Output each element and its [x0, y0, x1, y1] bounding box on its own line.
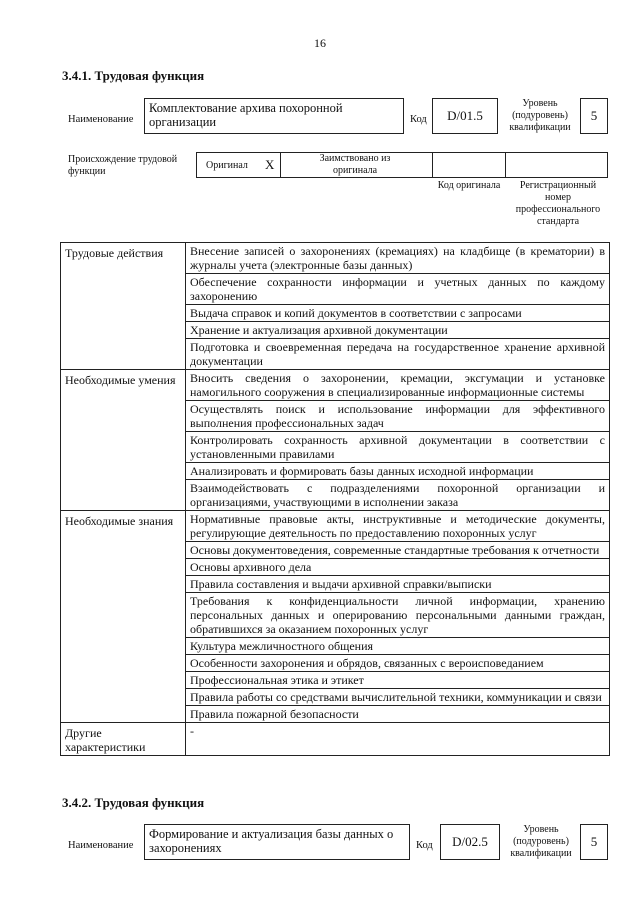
table-row — [61, 243, 610, 274]
code-box: D/01.5 — [432, 98, 498, 134]
level-box: 5 — [580, 98, 608, 134]
code-label: Код — [410, 114, 427, 125]
reg-number-label: Регистрационный номер профессионального стандарта — [515, 180, 601, 227]
table-cell-item: Вносить сведения о захоронении, кремации, эксгумации и установке намогильного сооружения в специализированные информационные системы — [186, 370, 610, 401]
function-name-box-2: Формирование и актуализация базы данных о захоронениях — [144, 824, 410, 860]
table-cell-item: Выдача справок и копий документов в соответствии с запросами — [186, 305, 610, 322]
table-cell-item: Особенности захоронения и обрядов, связанных с вероисповеданием — [186, 655, 610, 672]
table-cell-item: Анализировать и формировать базы данных исходной информации — [186, 463, 610, 480]
code-box-2: D/02.5 — [440, 824, 500, 860]
name-label-2: Наименование — [68, 840, 134, 851]
table-cell-item: Основы документоведения, современные стандартные требования к отчетности — [186, 542, 610, 559]
level-label-2: Уровень (подуровень) квалификации — [510, 824, 572, 859]
table-cell-item: Правила пожарной безопасности — [186, 706, 610, 723]
group-label: Другие характеристики — [61, 723, 186, 756]
name-label: Наименование — [68, 114, 134, 125]
table-cell-item: Профессиональная этика и этикет — [186, 672, 610, 689]
borrowed-label: Заимствовано из оригинала — [319, 153, 391, 176]
table-cell-item: Основы архивного дела — [186, 559, 610, 576]
section-title: 3.4.1. Трудовая функция — [62, 68, 205, 83]
level-box-2: 5 — [580, 824, 608, 860]
level-label: Уровень (подуровень) квалификации — [509, 98, 571, 133]
table-cell-item: Правила работы со средствами вычислительной техники, коммуникации и связи — [186, 689, 610, 706]
table-cell-item: Культура межличностного общения — [186, 638, 610, 655]
table-cell-item: Контролировать сохранность архивной документации в соответствии с установленными правилами — [186, 432, 610, 463]
table-cell-item: Нормативные правовые акты, инструктивные и методические документы, регулирующие деятельность по предоставлению похоронных услуг — [186, 511, 610, 542]
table-cell-item: - — [186, 723, 610, 756]
table-cell-item: Хранение и актуализация архивной документации — [186, 322, 610, 339]
section2-title: 3.4.2. Трудовая функция — [62, 795, 205, 810]
table-cell-item: Правила составления и выдачи архивной справки/выписки — [186, 576, 610, 593]
group-label: Трудовые действия — [61, 243, 186, 370]
group-label: Необходимые умения — [61, 370, 186, 511]
table-row — [61, 723, 610, 756]
code-label-2: Код — [416, 840, 433, 851]
table-row — [61, 370, 610, 401]
original-label: Оригинал — [206, 160, 248, 171]
original-mark: X — [265, 157, 275, 172]
table-cell-item: Внесение записей о захоронениях (кремациях) на кладбище (в крематории) в журналы учета (электронные базы данных) — [186, 243, 610, 274]
page-number: 16 — [314, 36, 326, 50]
code-original-label: Код оригинала — [437, 180, 501, 191]
table-cell-item: Взаимодействовать с подразделениями похоронной организации и организациями, участвующими в исполнении заказа — [186, 480, 610, 511]
table-cell-item: Подготовка и своевременная передача на государственное хранение архивной документации — [186, 339, 610, 370]
table-cell-item: Осуществлять поиск и использование информации для эффективного выполнения профессиональных задач — [186, 401, 610, 432]
group-label: Необходимые знания — [61, 511, 186, 723]
function-name-box: Комплектование архива похоронной организации — [144, 98, 404, 134]
origin-label: Происхождение трудовой функции — [68, 154, 178, 177]
table-row — [61, 511, 610, 542]
table-cell-item: Обеспечение сохранности информации и учетных данных по каждому захоронению — [186, 274, 610, 305]
table-cell-item: Требования к конфиденциальности личной информации, хранению персональных данных и оперированию персональными данными граждан, обратившихся за оказанием похоронных услуг — [186, 593, 610, 638]
functions-table — [60, 242, 610, 756]
